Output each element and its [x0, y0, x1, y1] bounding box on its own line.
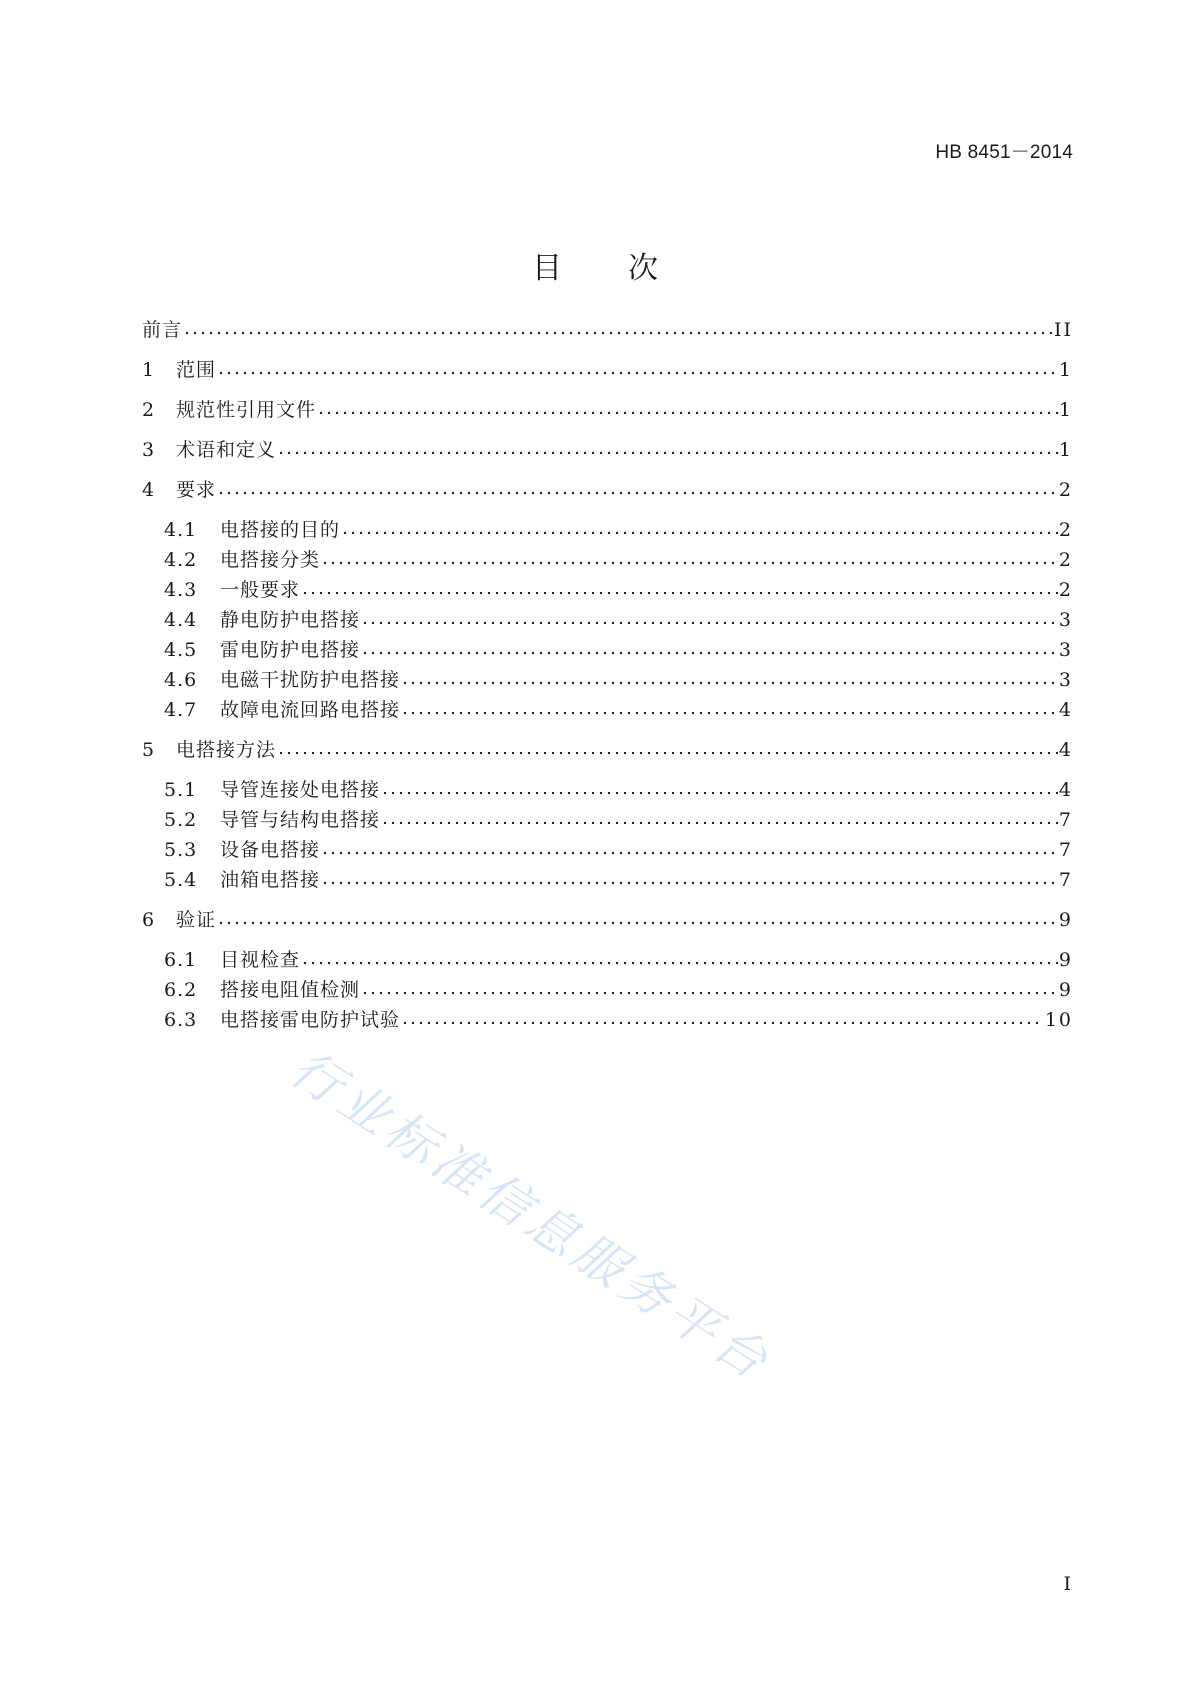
- toc-entry[interactable]: [142, 738, 1073, 762]
- toc-entry-page: 1: [1058, 359, 1073, 381]
- toc-entry-page: 3: [1058, 639, 1073, 661]
- toc-entry[interactable]: [142, 478, 1073, 502]
- toc-subentry[interactable]: [164, 778, 1073, 802]
- toc-dot-leader: [321, 844, 1058, 856]
- toc-entry-label: 设备电搭接: [220, 839, 321, 861]
- toc-dot-leader: [401, 1014, 1044, 1026]
- toc-entry-label: 规范性引用文件: [176, 399, 317, 421]
- toc-entry-number: 4.6: [164, 669, 198, 691]
- toc-subentry[interactable]: [164, 838, 1073, 862]
- toc-subentry[interactable]: [164, 638, 1073, 662]
- toc-entry-number: 4: [142, 479, 155, 501]
- toc-entry-page: 10: [1044, 1009, 1073, 1031]
- toc-subentry[interactable]: [164, 518, 1073, 542]
- title-char-2: 次: [628, 251, 658, 286]
- toc-entry-label: 电搭接的目的: [220, 519, 341, 541]
- toc-entry-page: 2: [1058, 549, 1073, 571]
- toc-dot-leader: [401, 704, 1058, 716]
- toc-entry-label: 电搭接方法: [176, 739, 277, 761]
- toc-entry-label: 范围: [176, 359, 217, 381]
- toc-entry-label: 电磁干扰防护电搭接: [220, 669, 401, 691]
- toc-entry-label: 目视检查: [220, 949, 301, 971]
- toc-entry-label: 搭接电阻值检测: [220, 979, 361, 1001]
- toc-subentry[interactable]: [164, 578, 1073, 602]
- toc-entry-number: 3: [142, 439, 155, 461]
- toc-dot-leader: [401, 674, 1058, 686]
- toc-entry-number: 4.2: [164, 549, 198, 571]
- toc-subentry[interactable]: [164, 808, 1073, 832]
- toc-entry-number: 5.1: [164, 779, 198, 801]
- toc-entry-page: 2: [1058, 479, 1073, 501]
- toc-entry-page: 2: [1058, 579, 1073, 601]
- toc-entry-page: 3: [1058, 609, 1073, 631]
- toc-subentry[interactable]: [164, 668, 1073, 692]
- toc-entry-page: 1: [1058, 439, 1073, 461]
- standard-number: HB 8451－2014: [935, 142, 1073, 163]
- toc-entry-page: 3: [1058, 669, 1073, 691]
- toc-entry-label: 前言: [142, 319, 183, 341]
- toc-entry-number: 5.3: [164, 839, 198, 861]
- title-char-1: 目: [532, 251, 562, 286]
- toc-dot-leader: [183, 324, 1053, 336]
- toc-dot-leader: [321, 554, 1058, 566]
- toc-dot-leader: [381, 784, 1058, 796]
- toc-entry-number: 5.2: [164, 809, 198, 831]
- toc-entry-label: 静电防护电搭接: [220, 609, 361, 631]
- toc-entry[interactable]: [142, 398, 1073, 422]
- toc-dot-leader: [317, 404, 1058, 416]
- toc-entry-number: 6.2: [164, 979, 198, 1001]
- toc-entry-number: 6.1: [164, 949, 198, 971]
- toc-entry[interactable]: [142, 908, 1073, 932]
- toc-subentry[interactable]: [164, 868, 1073, 892]
- toc-entry-number: 2: [142, 399, 155, 421]
- toc-entry-page: 7: [1058, 839, 1073, 861]
- toc-entry-page: 4: [1058, 739, 1073, 761]
- toc-entry-page: 9: [1058, 909, 1073, 931]
- toc-entry-label: 术语和定义: [176, 439, 277, 461]
- toc-entry-number: 4.1: [164, 519, 198, 541]
- toc-entry-number: 6: [142, 909, 155, 931]
- toc-dot-leader: [361, 644, 1058, 656]
- toc-dot-leader: [361, 614, 1058, 626]
- toc-entry-label: 电搭接分类: [220, 549, 321, 571]
- toc-entry-number: 5: [142, 739, 155, 761]
- toc-dot-leader: [301, 954, 1058, 966]
- toc-entry-number: 4.7: [164, 699, 198, 721]
- toc-entry-page: 1: [1058, 399, 1073, 421]
- page-number: I: [1063, 1573, 1071, 1595]
- toc-entry-number: 6.3: [164, 1009, 198, 1031]
- toc-entry-label: 电搭接雷电防护试验: [220, 1009, 401, 1031]
- toc-dot-leader: [217, 914, 1058, 926]
- toc-dot-leader: [217, 364, 1058, 376]
- toc-entry-label: 验证: [176, 909, 217, 931]
- watermark: 行业标准信息服务平台: [280, 1039, 782, 1393]
- toc-entry-number: 4.4: [164, 609, 198, 631]
- toc-entry-label: 要求: [176, 479, 217, 501]
- toc-subentry[interactable]: [164, 698, 1073, 722]
- toc-entry-label: 导管连接处电搭接: [220, 779, 381, 801]
- toc-entry-page: 9: [1058, 949, 1073, 971]
- toc-dot-leader: [301, 584, 1058, 596]
- toc-entry-page: 7: [1058, 869, 1073, 891]
- page-title: [0, 243, 1190, 287]
- toc-entry-page: 4: [1058, 699, 1073, 721]
- toc-entry-label: 一般要求: [220, 579, 301, 601]
- toc-entry-label: 雷电防护电搭接: [220, 639, 361, 661]
- toc-entry[interactable]: [142, 318, 1073, 342]
- toc-entry-label: 故障电流回路电搭接: [220, 699, 401, 721]
- toc-entry-page: 2: [1058, 519, 1073, 541]
- toc-entry-number: 4.5: [164, 639, 198, 661]
- toc-subentry[interactable]: [164, 948, 1073, 972]
- toc-dot-leader: [321, 874, 1058, 886]
- toc-dot-leader: [217, 484, 1058, 496]
- toc-entry-number: 1: [142, 359, 155, 381]
- toc-dot-leader: [277, 444, 1058, 456]
- toc-entry[interactable]: [142, 358, 1073, 382]
- toc-entry-label: 导管与结构电搭接: [220, 809, 381, 831]
- toc-entry-label: 油箱电搭接: [220, 869, 321, 891]
- toc-entry-number: 4.3: [164, 579, 198, 601]
- toc-dot-leader: [381, 814, 1058, 826]
- toc-entry-number: 5.4: [164, 869, 198, 891]
- toc-dot-leader: [341, 524, 1058, 536]
- toc-entry[interactable]: [142, 438, 1073, 462]
- toc-entry-page: 7: [1058, 809, 1073, 831]
- toc-entry-page: 4: [1058, 779, 1073, 801]
- toc-entry-page: 9: [1058, 979, 1073, 1001]
- toc-subentry[interactable]: [164, 608, 1073, 632]
- toc-dot-leader: [361, 984, 1058, 996]
- toc-subentry[interactable]: [164, 548, 1073, 572]
- toc-entry-page: II: [1053, 319, 1073, 341]
- toc-subentry[interactable]: [164, 1008, 1073, 1032]
- toc-dot-leader: [277, 744, 1058, 756]
- toc-subentry[interactable]: [164, 978, 1073, 1002]
